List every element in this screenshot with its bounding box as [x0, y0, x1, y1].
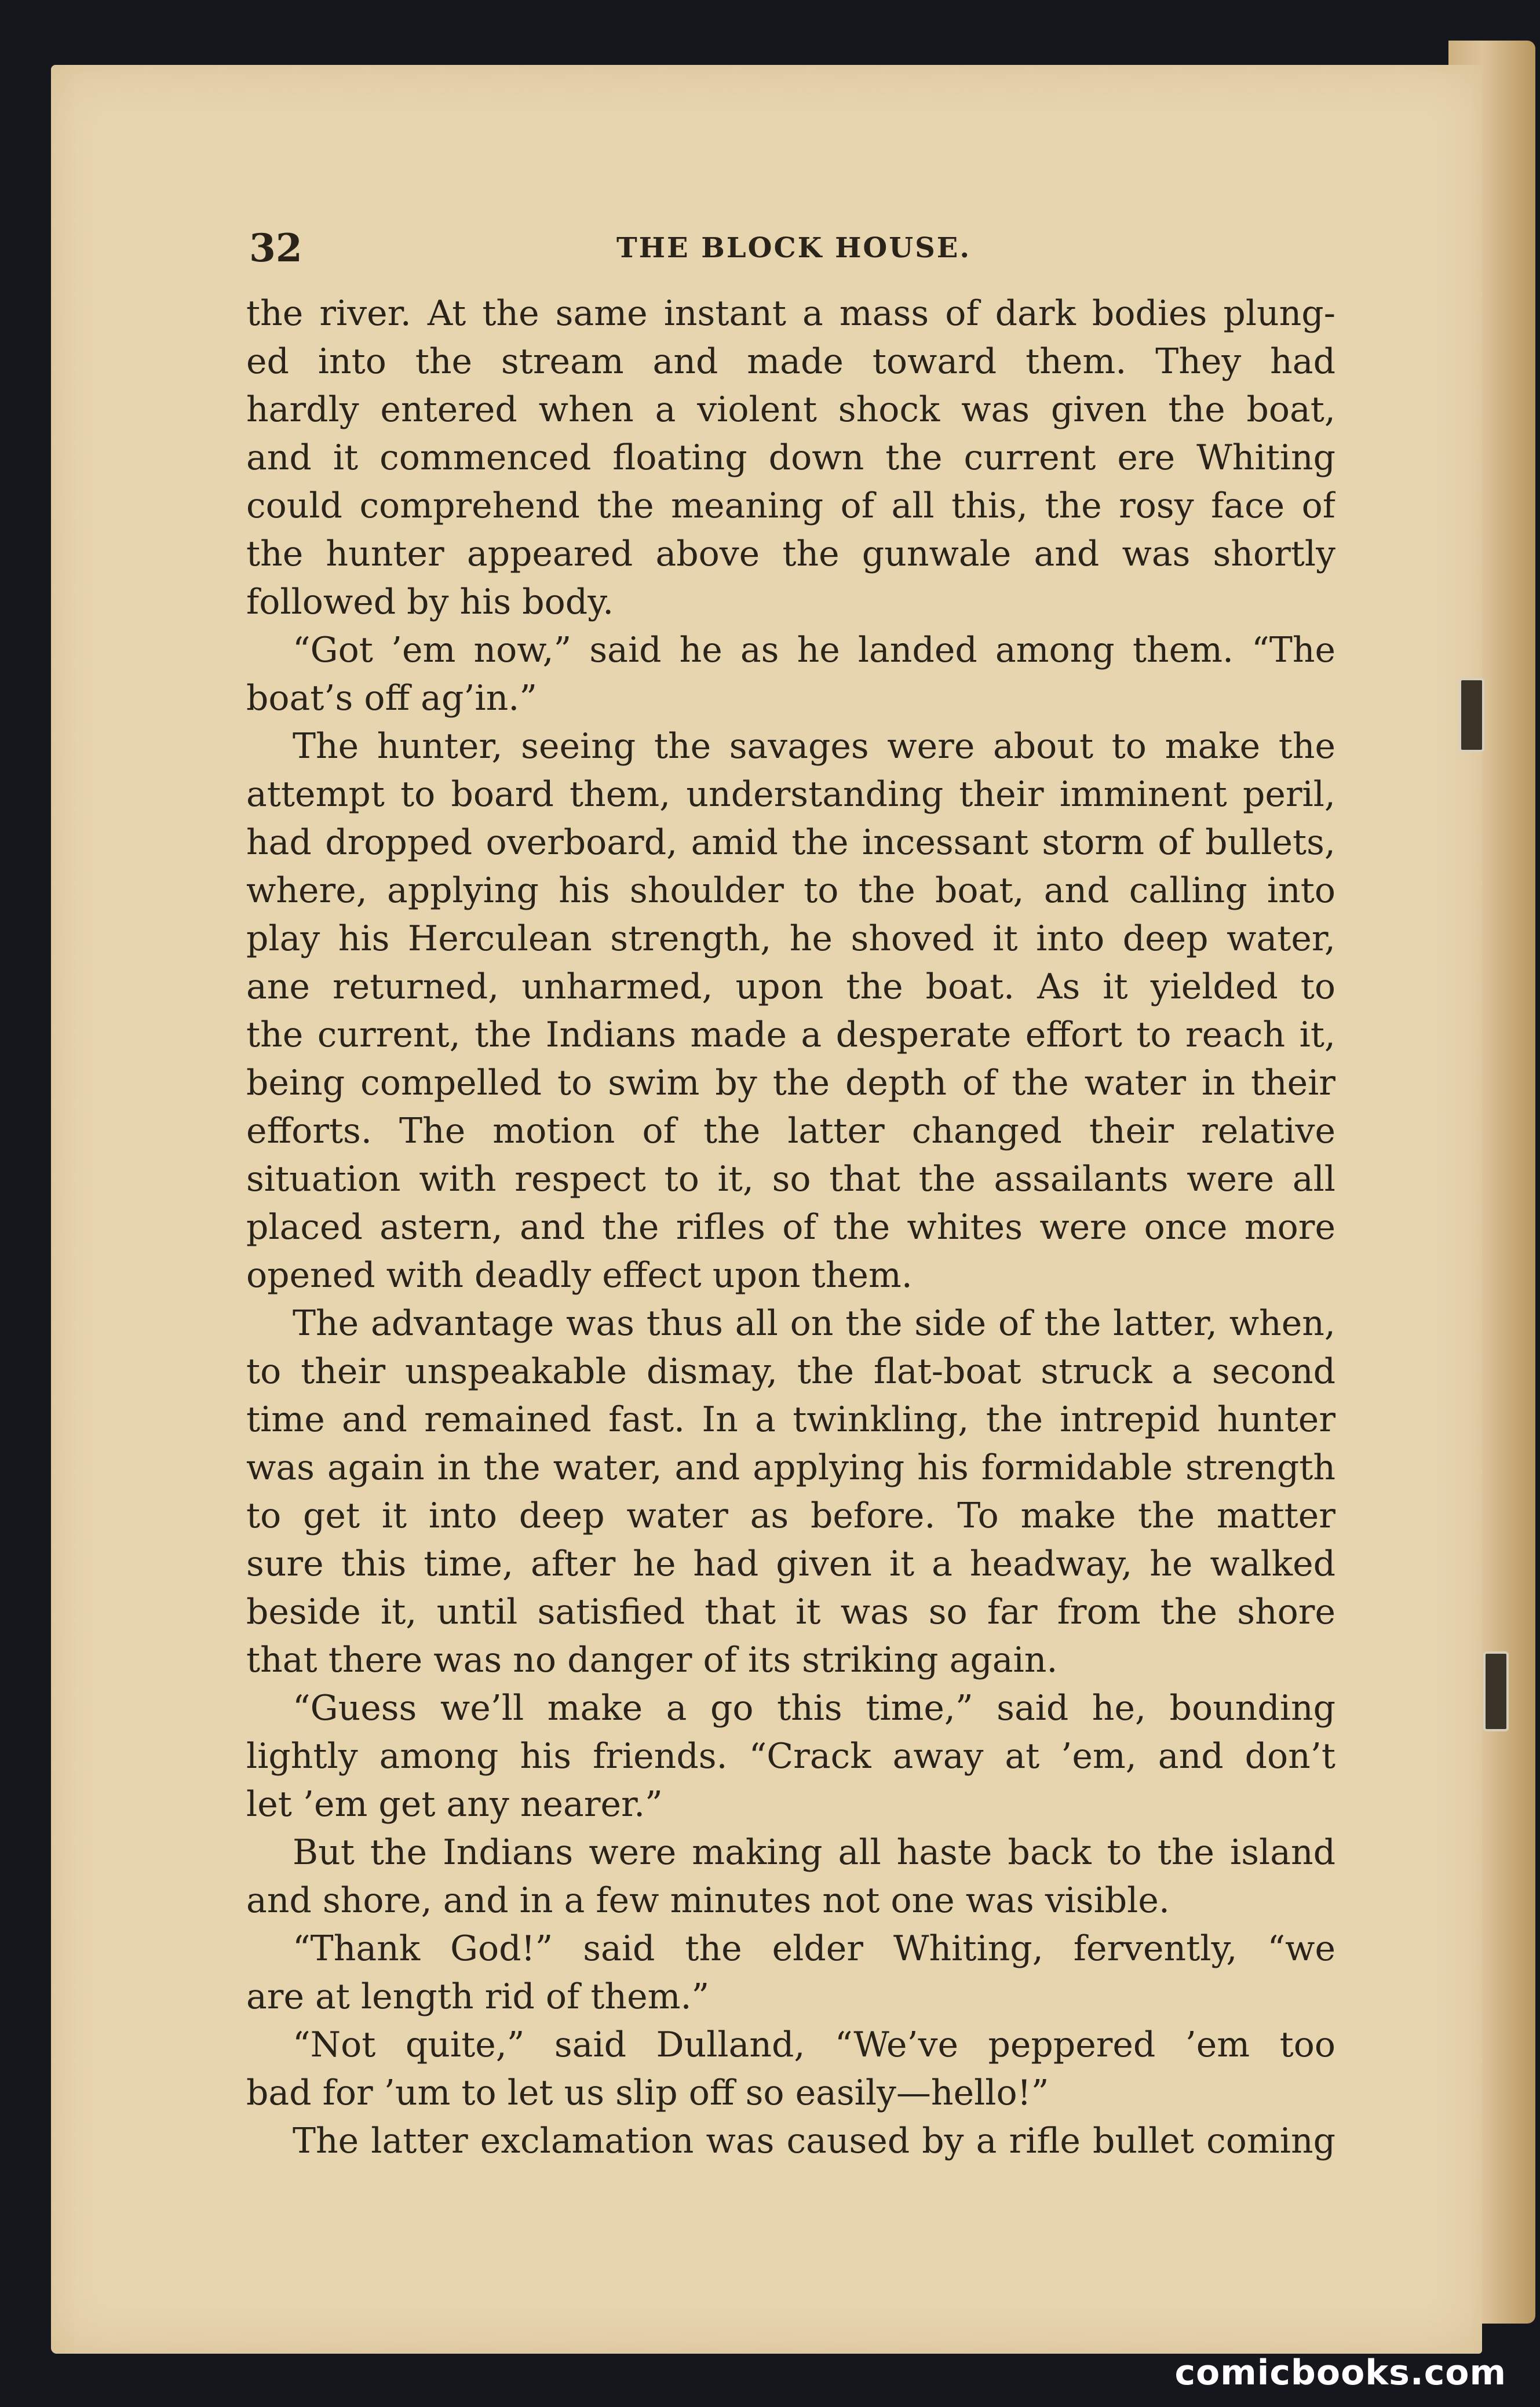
- text-line: opened with deadly effect upon them.: [246, 1255, 913, 1296]
- page-header: [249, 219, 1338, 277]
- text-line: could comprehend the meaning of all this, the rosy face of: [246, 486, 1335, 526]
- text-line: attempt to board them, understanding their imminent peril,: [246, 774, 1335, 815]
- text-line: that there was no danger of its striking again.: [246, 1640, 1058, 1680]
- text-line: to their unspeakable dismay, the flat-boat struck a second: [246, 1351, 1335, 1392]
- text-line: “Guess we’ll make a go this time,” said he, bounding: [293, 1688, 1335, 1728]
- running-title: THE BLOCK HOUSE.: [616, 232, 972, 264]
- watermark: comicbooks.com: [1174, 2353, 1506, 2393]
- text-line: efforts. The motion of the latter changed their relative: [246, 1111, 1335, 1151]
- text-line: ane returned, unharmed, upon the boat. As it yielded to: [246, 967, 1335, 1007]
- text-line: beside it, until satisfied that it was so far from the shore: [246, 1592, 1335, 1632]
- text-line: and shore, and in a few minutes not one was visible.: [246, 1880, 1170, 1921]
- text-line: the current, the Indians made a desperate effort to reach it,: [246, 1015, 1335, 1055]
- text-line: “Not quite,” said Dulland, “We’ve peppered ’em too: [293, 2025, 1335, 2065]
- text-line: hardly entered when a violent shock was given the boat,: [246, 389, 1335, 430]
- text-line: had dropped overboard, amid the incessant storm of bullets,: [246, 822, 1335, 863]
- page-number: 32: [249, 225, 302, 271]
- text-line: play his Herculean strength, he shoved it into deep water,: [246, 918, 1335, 959]
- text-line: bad for ’um to let us slip off so easily—hello!”: [246, 2073, 1049, 2113]
- staple-bottom: [1483, 1651, 1509, 1731]
- text-line: placed astern, and the rifles of the whites were once more: [246, 1207, 1335, 1248]
- text-line: lightly among his friends. “Crack away at ’em, and don’t: [246, 1736, 1335, 1777]
- text-line: and it commenced floating down the current ere Whiting: [246, 437, 1335, 478]
- text-line: where, applying his shoulder to the boat, and calling into: [246, 870, 1335, 911]
- text-line: to get it into deep water as before. To make the matter: [246, 1496, 1335, 1536]
- text-line: let ’em get any nearer.”: [246, 1784, 663, 1825]
- text-line: the hunter appeared above the gunwale and was shortly: [246, 534, 1335, 574]
- text-line: are at length rid of them.”: [246, 1976, 710, 2017]
- text-line: “Thank God!” said the elder Whiting, fervently, “we: [293, 1928, 1335, 1969]
- text-line: But the Indians were making all haste back to the island: [293, 1832, 1335, 1873]
- text-line: “Got ’em now,” said he as he landed among them. “The: [293, 630, 1335, 670]
- text-line: boat’s off ag’in.”: [246, 678, 538, 719]
- text-line: ed into the stream and made toward them. They had: [246, 341, 1335, 382]
- text-line: the river. At the same instant a mass of dark bodies plung-: [246, 293, 1335, 334]
- text-line: followed by his body.: [246, 582, 614, 622]
- text-line: The advantage was thus all on the side of the latter, when,: [293, 1303, 1335, 1344]
- text-line: was again in the water, and applying his formidable strength: [246, 1447, 1335, 1488]
- text-line: time and remained fast. In a twinkling, the intrepid hunter: [246, 1399, 1335, 1440]
- text-line: The hunter, seeing the savages were about to make the: [293, 726, 1335, 767]
- body-text: [246, 290, 1335, 2165]
- text-line: situation with respect to it, so that the assailants were all: [246, 1159, 1335, 1199]
- text-line: sure this time, after he had given it a headway, he walked: [246, 1544, 1335, 1584]
- text-line: being compelled to swim by the depth of the water in their: [246, 1063, 1335, 1103]
- text-line: The latter exclamation was caused by a rifle bullet coming: [293, 2121, 1335, 2161]
- staple-top: [1459, 678, 1484, 752]
